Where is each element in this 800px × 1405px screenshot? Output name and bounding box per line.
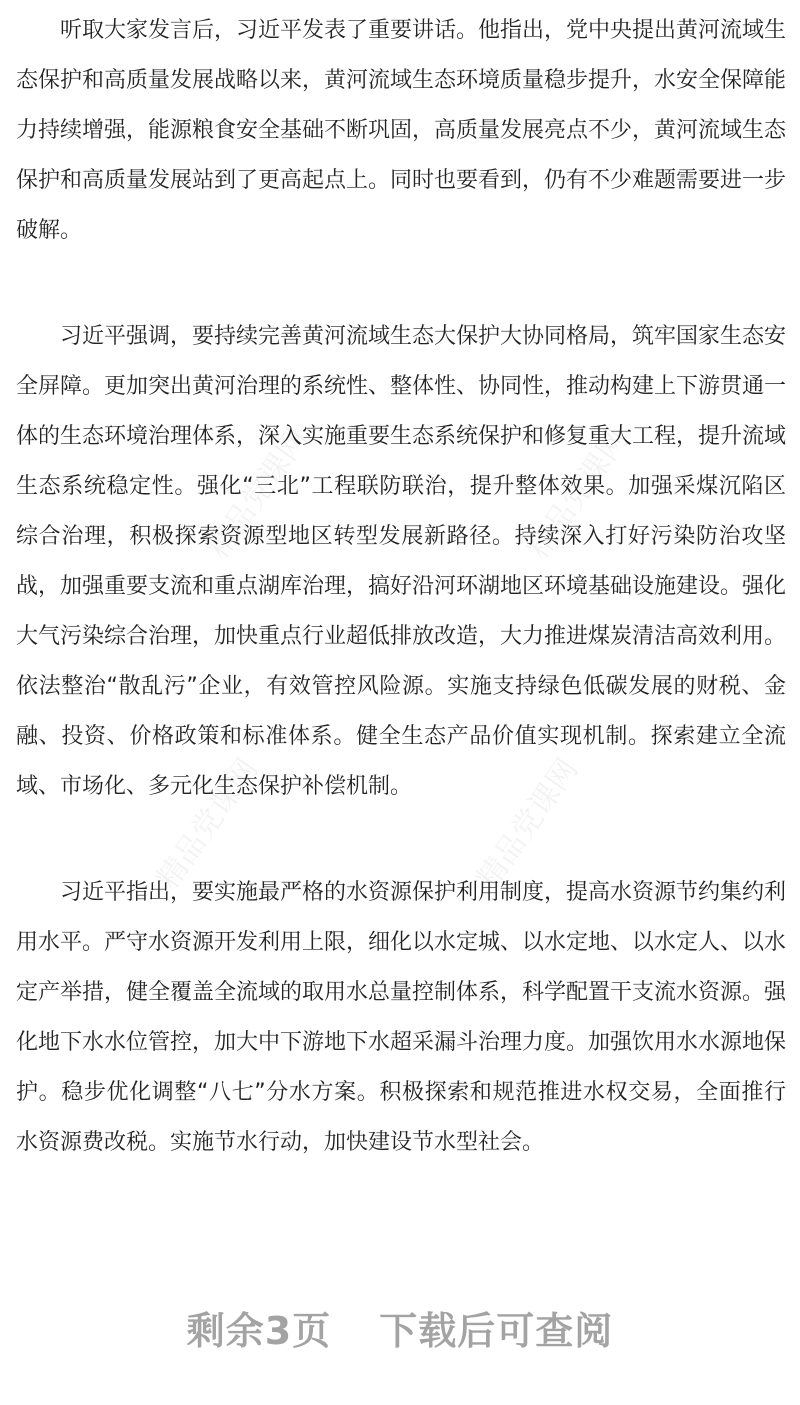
- download-prompt[interactable]: [0, 1300, 800, 1355]
- paragraph: 习近平强调，要持续完善黄河流域生态大保护大协同格局，筑牢国家生态安全屏障。更加突出黄河治理的系统性、整体性、协同性，推动构建上下游贯通一体的生态环境治理体系，深入实施重要生态系统保护和修复重大工程，提升流域生态系统稳定性。强化“三北”工程联防联治，提升整体效果。加强采煤沉陷区综合治理，积极探索资源型地区转型发展新路径。持续深入打好污染防治攻坚战，加强重要支流和重点湖库治理，搞好沿河环湖地区环境基础设施建设。强化大气污染综合治理，加快重点行业超低排放改造，大力推进煤炭清洁高效利用。依法整治“散乱污”企业，有效管控风险源。实施支持绿色低碳发展的财税、金融、投资、价格政策和标准体系。健全生态产品价值实现机制。探索建立全流域、市场化、多元化生态保护补偿机制。: [16, 324, 787, 799]
- watermark: 精品党课网: [470, 752, 586, 896]
- paragraph: 习近平指出，要实施最严格的水资源保护利用制度，提高水资源节约集约利用水平。严守水资源开发利用上限，细化以水定城、以水定地、以水定人、以水定产举措，健全覆盖全流域的取用水总量控制体系，科学配置干支流水资源。强化地下水水位管控，加大中下游地下水超采漏斗治理力度。加强饮用水水源地保护。稳步优化调整“八七”分水方案。积极探索和规范推进水权交易，全面推行水资源费改税。实施节水行动，加快建设节水型社会。: [16, 880, 787, 1155]
- remaining-pages-label: 剩余3页: [186, 1309, 332, 1353]
- paragraph: 听取大家发言后，习近平发表了重要讲话。他指出，党中央提出黄河流域生态保护和高质量发展战略以来，黄河流域生态环境质量稳步提升，水安全保障能力持续增强，能源粮食安全基础不断巩固，高质量发展亮点不少，黄河流域生态保护和高质量发展站到了更高起点上。同时也要看到，仍有不少难题需要进一步破解。: [16, 18, 787, 243]
- watermark: 精品党课网: [200, 422, 316, 566]
- document-body: [16, 6, 786, 1224]
- download-to-view-label[interactable]: 下载后可查阅: [379, 1309, 614, 1353]
- watermark: 精品党课网: [520, 422, 636, 566]
- watermark: 精品党课网: [150, 752, 266, 896]
